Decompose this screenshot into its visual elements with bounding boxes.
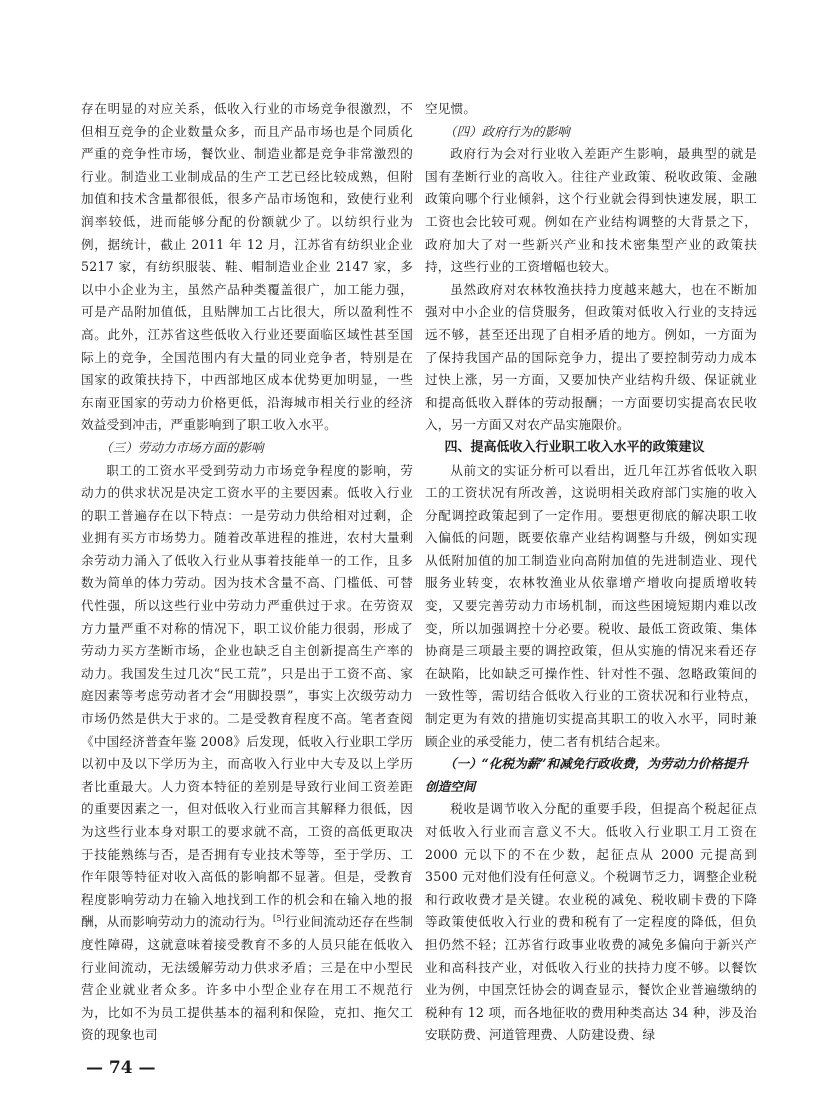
section-heading-labor-market: （三）劳动力市场方面的影响 xyxy=(99,439,264,455)
paragraph-text: 行业间流动还存在些制度性障碍，这就意味着接受教育不多的人员只能在低收入行业间流动，无法缓解劳动力供求矛盾；三是在中小型民营企业就业者众多。许多中小型企业存在用工不规范行为，比如不为员工提供基本的福利和保险，克扣、拖欠工资的现象也司 xyxy=(81,914,414,1043)
subsection-heading-tax: （一）“化税为薪”和减免行政收费，为劳动力价格提升创造空间 xyxy=(425,756,749,794)
paragraph: 存在明显的对应关系，低收入行业的市场竞争很激烈，不但相互竞争的企业数量众多，而且产品市场也是个同质化严重的竞争性市场，餐饮业、制造业都是竞争非常激烈的行业。制造业工业制成品的生产工艺已经比较成熟，但附加值和技术含量都很低，很多产品市场饱和，致使行业利润率较低，进而能够分配的份额就少了。以纺织行业为例，据统计，截止 2011 年 12 月，江苏省有纺织业企业 5217 家，有纺织服装、鞋、帽制造业企业 2147 家，多以中小企业为主，虽然产品种类覆盖很广，加工能力强，可是产品附加值低，且贴牌加工占比很大，所以盈利性不高。此外，江苏省这些低收入行业还要面临区域性甚至国际上的竞争，全国范围内有大量的同业竞争者，特别是在国家的政策扶持下，中西部地区成本优势更加明显，一些东南亚国家的劳动力价格更低，沿海城市相关行业的经济效益受到冲击，严重影响到了职工收入水平。 xyxy=(81,101,413,433)
section-heading-policy: 四、提高低收入行业职工收入水平的政策建议 xyxy=(444,439,705,455)
paragraph: 政府行为会对行业收入差距产生影响，最典型的就是国有垄断行业的高收入。往往产业政策、税收政策、金融政策向哪个行业倾斜，这个行业就会得到快速发展，职工工资也会比较可观。例如在产业结构调整的大背景之下，政府加大了对一些新兴产业和技术密集型产业的政策扶持，这些行业的工资增幅也较大。 xyxy=(425,146,757,275)
paragraph: 税收是调节收入分配的重要手段，但提高个税起征点对低收入行业而言意义不大。低收入行业职工月工资在 2000 元以下的不在少数，起征点从 2000 元提高到 3500 元对他们没有任何意义。个税调节乏力，调整企业税和行政收费才是关键。农业税的减免、税收刷卡费的下降等政策使低收入行业的费和税有了一定程度的降低，但负担仍然不轻；江苏省行政事业收费的减免多偏向于新兴产业和高科技产业，对低收入行业的扶持力度不够。以餐饮业为例，中国烹饪协会的调查显示，餐饮企业普遍缴纳的税种有 12 项，而各地征收的费用种类高达 34 种，涉及治安联防费、河道管理费、人防建设费、绿 xyxy=(425,801,757,1043)
paragraph: 空见惯。 xyxy=(425,101,477,116)
section-heading-government: （四）政府行为的影响 xyxy=(443,123,570,139)
paragraph: 虽然政府对农林牧渔扶持力度越来越大，也在不断加强对中小企业的信贷服务，但政策对低收入行业的支持远远不够，甚至还出现了自相矛盾的地方。例如，一方面为了保持我国产品的国际竞争力，提出了要控制劳动力成本过快上涨，另一方面，又要加快产业结构升级、保证就业和提高低收入群体的劳动报酬；一方面要切实提高农民收入，另一方面又对农产品实施限价。 xyxy=(425,281,757,433)
paragraph-text: 职工的工资水平受到劳动力市场竞争程度的影响，劳动力的供求状况是决定工资水平的主要因素。低收入行业的职工普遍存在以下特点：一是劳动力供给相对过剩，企业拥有买方市场势力。随着改革进程的推进，农村大量剩余劳动力涌入了低收入行业从事着技能单一的工作，且多数为简单的体力劳动。因为技术含量不高、门槛低、可替代性强，所以这些行业中劳动力严重供过于求。在劳资双方力量严重不对称的情况下，职工议价能力很弱，形成了劳动力买方垄断市场，企业也缺乏自主创新提高生产率的动力。我国发生过几次“民工荒”，只是出于工资不高、家庭因素等考虑劳动者才会“用脚投票”，事实上次级劳动力市场仍然是供大于求的。二是受教育程度不高。笔者查阅《中国经济普查年鉴 2008》后发现，低收入行业职工学历以初中及以下学历为主，而高收入行业中大专及以上学历者比重最大。人力资本特征的差别是导致行业间工资差距的重要因素之一，但对低收入行业而言其解释力很低，因为这些行业本身对职工的要求就不高，工资的高低更取决于技能熟练与否，是否拥有专业技术等等，至于学历、工作年限等特征对收入高低的影响都不显著。但是，受教育程度影响劳动力在输入地找到工作的机会和在输入地的报酬，从而影响劳动力的流动行为。 xyxy=(81,462,413,930)
right-column xyxy=(425,98,757,1047)
citation-reference: [5] xyxy=(273,914,285,924)
page-number: — 74 — xyxy=(86,1058,156,1078)
paragraph: 从前文的实证分析可以看出，近几年江苏省低收入职工的工资状况有所改善，这说明相关政府部门实施的收入分配调控政策起到了一定作用。要想更彻底的解决职工收入偏低的问题，既要依靠产业结构调整与升级，例如实现从低附加值的加工制造业向高附加值的先进制造业、现代服务业转变，农林牧渔业从依靠增产增收向提质增收转变，又要完善劳动力市场机制，而这些困境短期内难以改变，所以加强调控十分必要。税收、最低工资政策、集体协商是三项最主要的调控政策，但从实施的情况来看还存在缺陷，比如缺乏可操作性、针对性不强、忽略政策间的一致性等，需切结合低收入行业的工资状况和行业特点，制定更为有效的措施切实提高其职工的收入水平，同时兼顾企业的承受能力，使二者有机结合起来。 xyxy=(425,462,757,749)
left-column xyxy=(81,98,413,1047)
paragraph xyxy=(81,460,413,1047)
